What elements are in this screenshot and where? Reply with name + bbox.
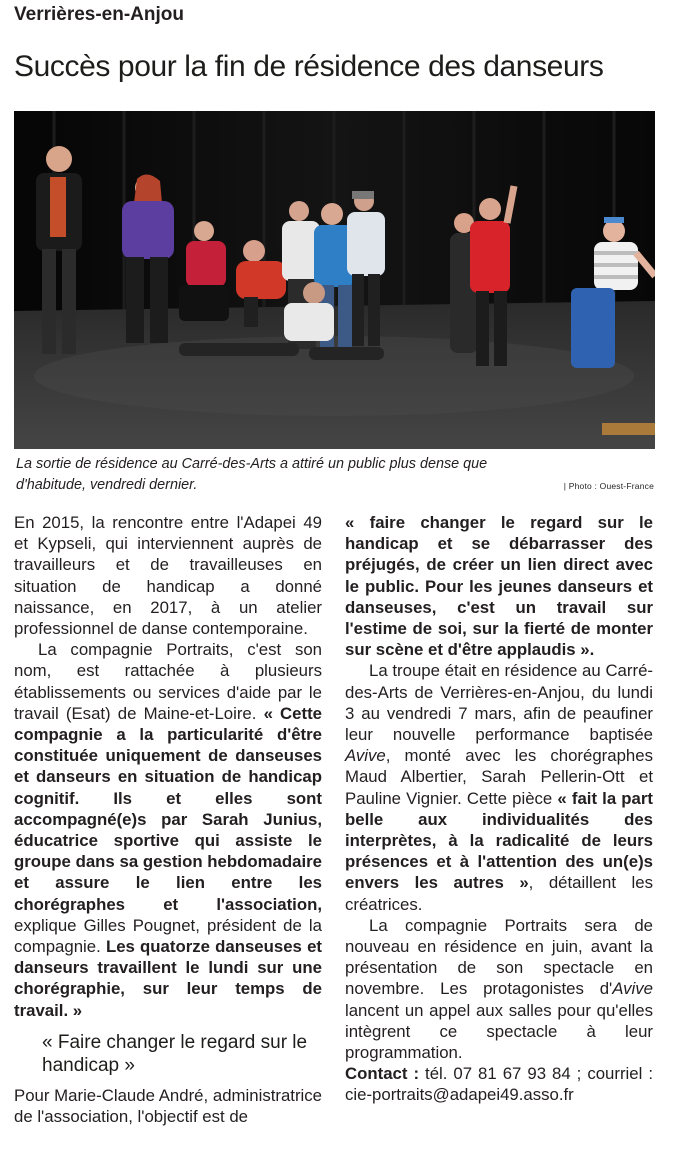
photo-credit: | Photo : Ouest-France	[563, 481, 654, 491]
contact-details: tél. 07 81 67 93 84 ; courriel : cie-portraits@adapei49.asso.fr	[345, 1064, 653, 1105]
paragraph-3-quote: « faire changer le regard sur le handicap et se débarrasser des préjugés, de créer un lien direct avec le public. Pour les jeunes danseurs et danseuses, c'est un travail sur l'estime de soi, sur la fierté de monter sur scène et d'être applaudis ».	[345, 513, 653, 660]
contact-label: Contact :	[345, 1064, 420, 1084]
paragraph-5-end: lancent un appel aux salles pour qu'elles intègrent ce spectacle à leur programmation.	[345, 1000, 653, 1063]
paragraph-5	[345, 915, 653, 1063]
article-photo	[14, 111, 655, 449]
paragraph-4-quote: « fait la part belle aux individualités des interprètes, à la radicalité de leurs présences et à l'attention des un(e)s envers les autres »	[345, 788, 653, 893]
show-title: Avive	[345, 746, 386, 766]
paragraph-4-choreographers: , monté avec les chorégraphes Maud Albertier, Sarah Pellerin-Ott et Pauline Vignier. Cette pièce	[345, 746, 653, 808]
article-column-left	[14, 512, 322, 1127]
paragraph-2	[14, 639, 322, 1021]
show-title-2: Avive	[612, 979, 653, 999]
paragraph-2-text: La compagnie Portraits, c'est son nom, est rattachée à plusieurs établissements ou services d'aide par le travail (Esat) de Maine-et-Loire.	[14, 640, 322, 723]
subheading: « Faire changer le regard sur le handicap »	[42, 1031, 308, 1076]
contact-line	[345, 1063, 653, 1105]
location-kicker: Verrières-en-Anjou	[14, 4, 184, 25]
paragraph-2-attribution: explique Gilles Pougnet, président de la compagnie.	[14, 915, 322, 957]
paragraph-5-text: La compagnie Portraits sera de nouveau en résidence en juin, avant la présentation de son spectacle en novembre. Les protagonistes d'	[345, 915, 653, 999]
paragraph-1: En 2015, la rencontre entre l'Adapei 49 et Kypseli, qui interviennent auprès de travailleurs et de travailleuses en situation de handicap a donné naissance, en 2017, à un atelier professionnel de danse contemporaine.	[14, 513, 322, 639]
paragraph-2-quote: « Cette compagnie a la particularité d'être constituée uniquement de danseuses et danseurs en situation de handicap cognitif. Ils et elles sont accompagné(e)s par Sarah Junius, éducatrice sportive qui assiste le groupe dans sa gestion hebdomadaire et assure le lien entre les chorégraphes et l'association,	[14, 703, 322, 914]
photo-caption: La sortie de résidence au Carré-des-Arts a attiré un public plus dense que d'habitude, vendredi dernier.	[16, 456, 488, 493]
paragraph-4-text: La troupe était en résidence au Carré-des-Arts de Verrières-en-Anjou, du lundi 3 au vendredi 7 mars, afin de peaufiner leur nouvelle performance baptisée	[345, 661, 653, 745]
headline: Succès pour la fin de résidence des danseurs	[14, 50, 604, 83]
paragraph-4	[345, 660, 653, 914]
paragraph-3-intro: Pour Marie-Claude André, administratrice de l'association, l'objectif est de	[14, 1085, 322, 1127]
paragraph-4-attribution: , détaillent les créatrices.	[345, 873, 653, 914]
article-column-right	[345, 512, 653, 1106]
paragraph-2-quote-end: Les quatorze danseuses et danseurs travaillent le lundi sur une chorégraphie, sur leur temps de travail. »	[14, 937, 322, 1020]
